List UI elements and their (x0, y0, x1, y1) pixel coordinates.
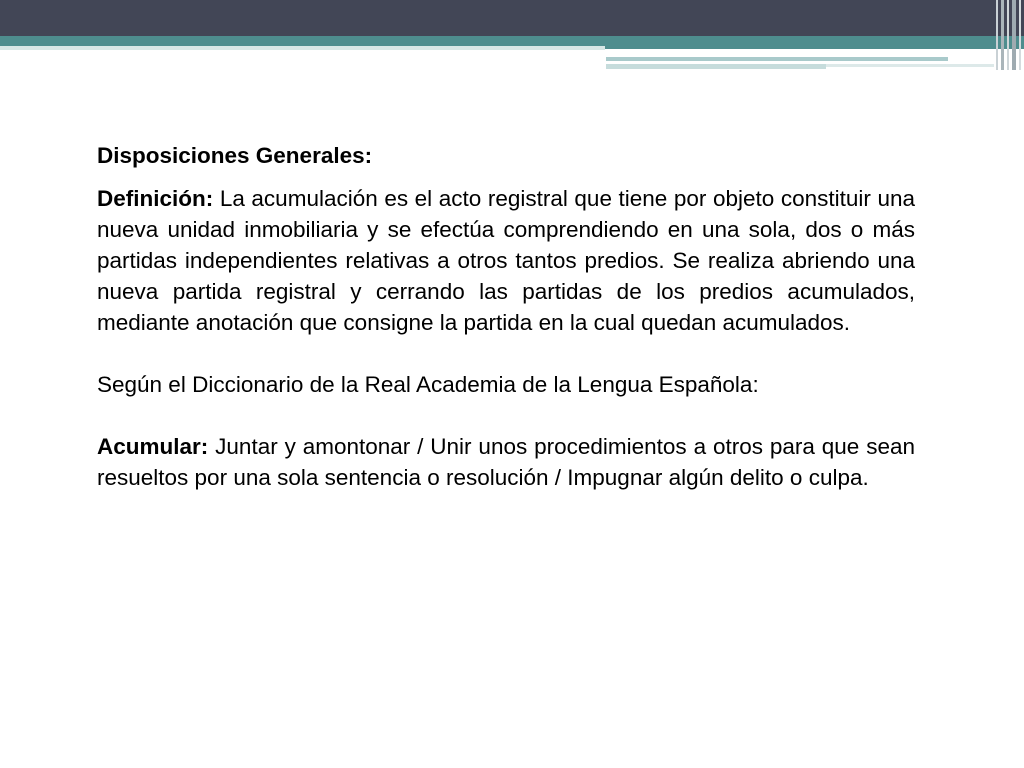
definition-text: La acumulación es el acto registral que tiene por objeto constituir una nueva unidad inmobiliaria y se efectúa comprendiendo en una sola, dos o más partidas independientes relativas a otros tantos predios. Se realiza abriendo una nueva partida registral y cerrando las partidas de los predios acumulados, mediante anotación que consigne la partida en la cual quedan acumulados. (97, 186, 915, 335)
acumular-paragraph (97, 431, 915, 493)
header-right-line (606, 64, 826, 69)
acumular-term: Acumular: (97, 434, 209, 459)
header-right-line (606, 57, 948, 61)
definition-term: Definición: (97, 186, 214, 211)
acumular-text: Juntar y amontonar / Unir unos procedimientos a otros para que sean resueltos por una sola sentencia o resolución / Impugnar algún delito o culpa. (97, 434, 915, 490)
definition-paragraph (97, 183, 915, 338)
slide-body (97, 140, 915, 493)
header-band-dark (0, 0, 1024, 36)
slide-heading: Disposiciones Generales: (97, 143, 373, 168)
source-line: Según el Diccionario de la Real Academia de la Lengua Española: (97, 372, 759, 397)
header-vertical-bars (994, 0, 1024, 70)
header-accent-line (0, 46, 605, 50)
header-right-line (826, 64, 994, 67)
